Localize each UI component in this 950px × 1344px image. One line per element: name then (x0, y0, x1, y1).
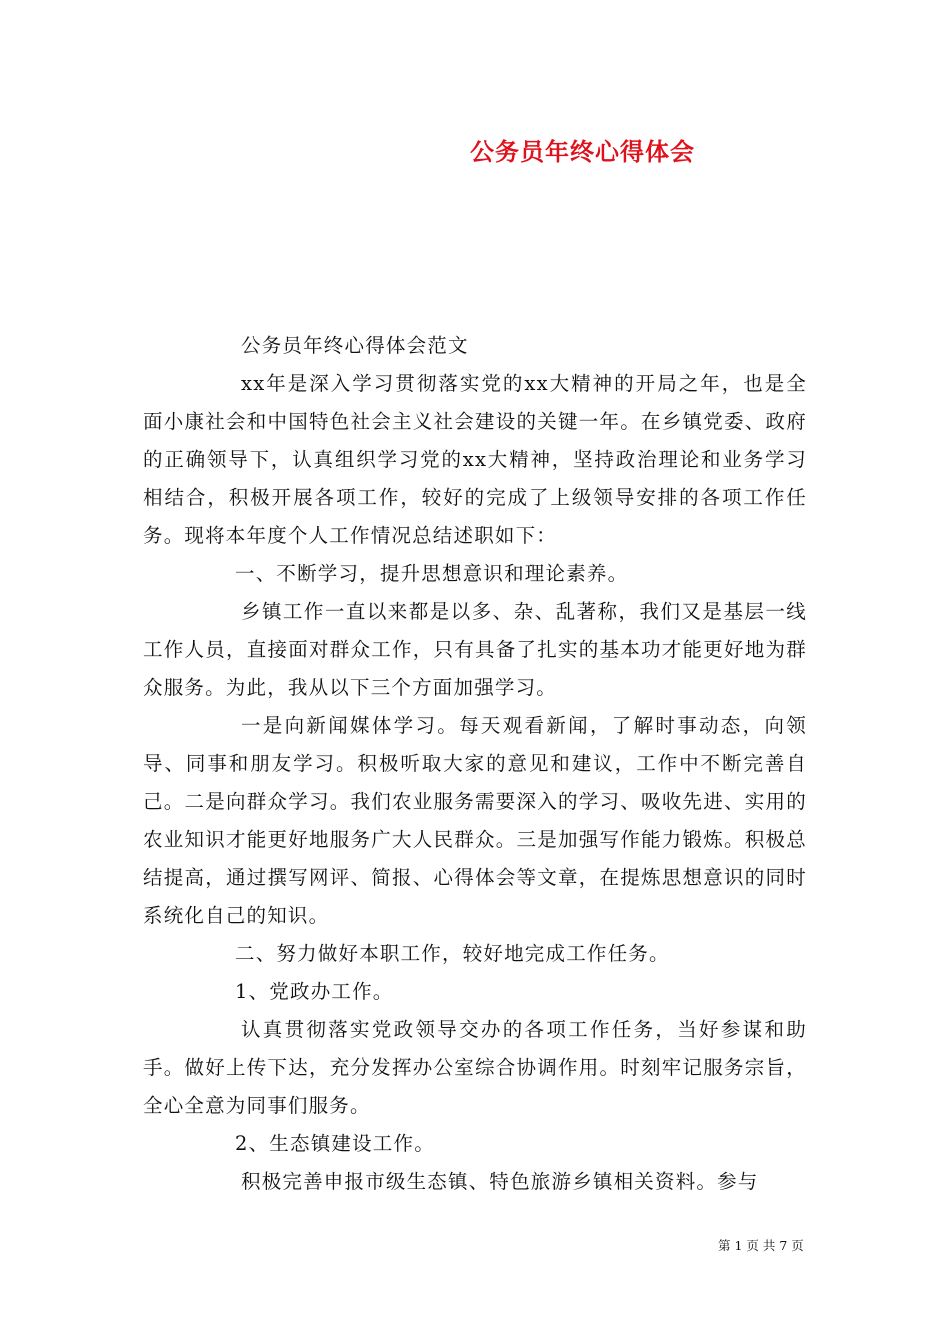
paragraph-intro: xx年是深入学习贯彻落实党的xx大精神的开局之年，也是全面小康社会和中国特色社会主义社会建设的关键一年。在乡镇党委、政府的正确领导下，认真组织学习党的xx大精神，坚持政治理论和业务学习相结合，积极开展各项工作，较好的完成了上级领导安排的各项工作任务。现将本年度个人工作情况总结述职如下： (143, 372, 807, 547)
paragraph: 乡镇工作一直以来都是以多、杂、乱著称，我们又是基层一线工作人员，直接面对群众工作，只有具备了扎实的基本功才能更好地为群众服务。为此，我从以下三个方面加强学习。 (143, 600, 807, 699)
paragraph: 认真贯彻落实党政领导交办的各项工作任务，当好参谋和助手。做好上传下达，充分发挥办公室综合协调作用。时刻牢记服务宗旨，全心全意为同事们服务。 (143, 1018, 807, 1117)
subsection-heading-2: 2、生态镇建设工作。 (235, 1132, 435, 1155)
page-number-footer: 第 1 页 共 7 页 (718, 1238, 804, 1253)
paragraph: 一是向新闻媒体学习。每天观看新闻，了解时事动态，向领导、同事和朋友学习。积极听取大家的意见和建议，工作中不断完善自己。二是向群众学习。我们农业服务需要深入的学习、吸收先进、实用的农业知识才能更好地服务广大人民群众。三是加强写作能力锻炼。积极总结提高，通过撰写网评、简报、心得体会等文章，在提炼思想意识的同时系统化自己的知识。 (143, 714, 807, 927)
paragraph: 积极完善申报市级生态镇、特色旅游乡镇相关资料。参与 (241, 1170, 759, 1193)
subsection-heading-1: 1、党政办工作。 (235, 980, 394, 1003)
document-body (143, 327, 807, 1201)
section-heading-2: 二、努力做好本职工作，较好地完成工作任务。 (235, 942, 670, 965)
document-title: 公务员年终心得体会 (470, 137, 695, 166)
paragraph-doc-heading: 公务员年终心得体会范文 (241, 334, 469, 357)
section-heading-1: 一、不断学习，提升思想意识和理论素养。 (235, 562, 629, 585)
